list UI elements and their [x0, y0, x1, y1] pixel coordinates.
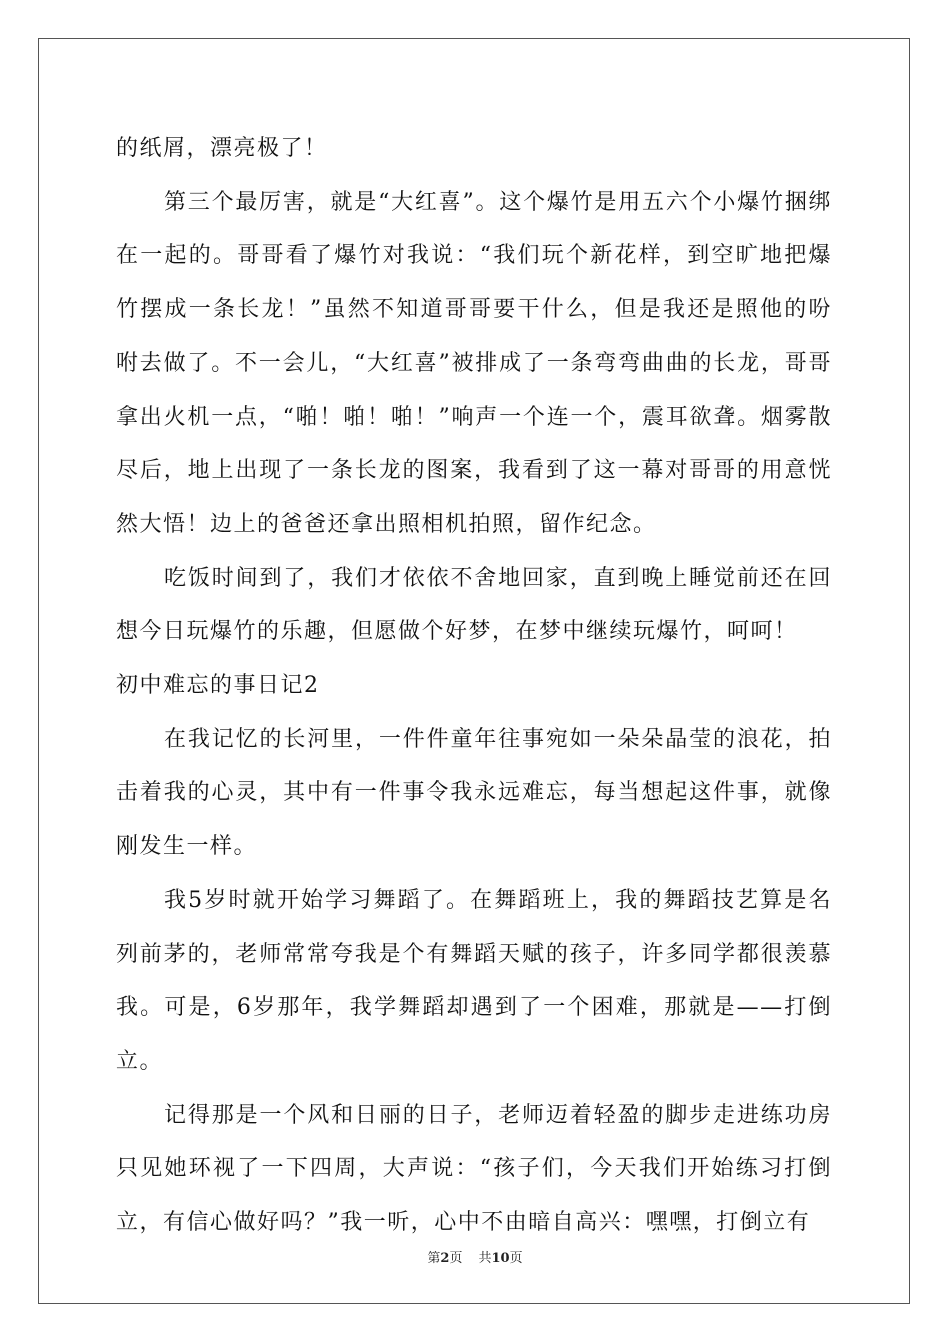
page-current: 2	[440, 1251, 450, 1266]
paragraph: 第三个最厉害，就是“大红喜”。这个爆竹是用五六个小爆竹捆绑在一起的。哥哥看了爆竹对我说：“我们玩个新花样，到空旷地把爆竹摆成一条长龙！”虽然不知道哥哥要干什么，但是我还是照他的吩咐去做了。不一会儿，“大红喜”被排成了一条弯弯曲曲的长龙，哥哥拿出火机一点，“啪！啪！啪！”响声一个连一个，震耳欲聋。烟雾散尽后，地上出现了一条长龙的图案，我看到了这一幕对哥哥的用意恍然大悟！边上的爸爸还拿出照相机拍照，留作纪念。	[116, 189, 832, 537]
paragraph-continuation: 的纸屑，漂亮极了！	[116, 136, 328, 161]
page-total: 10	[491, 1251, 510, 1266]
page-suffix: 页	[449, 1251, 463, 1266]
section-heading: 初中难忘的事日记2	[116, 673, 320, 699]
paragraph: 我5岁时就开始学习舞蹈了。在舞蹈班上，我的舞蹈技艺算是名列前茅的，老师常常夸我是个有舞蹈天赋的孩子，许多同学都很羡慕我。可是，6岁那年，我学舞蹈却遇到了一个困难，那就是——打倒立。	[116, 887, 832, 1074]
paragraph: 记得那是一个风和日丽的日子，老师迈着轻盈的脚步走进练功房只见她环视了一下四周，大声说：“孩子们，今天我们开始练习打倒立，有信心做好吗？”我一听，心中不由暗自高兴：嘿嘿，打倒立有	[116, 1102, 832, 1236]
page-prefix: 第	[427, 1251, 441, 1266]
total-suffix: 页	[509, 1251, 523, 1266]
total-prefix: 共	[478, 1251, 492, 1266]
paragraph: 吃饭时间到了，我们才依依不舍地回家，直到晚上睡觉前还在回想今日玩爆竹的乐趣，但愿做个好梦，在梦中继续玩爆竹，呵呵！	[116, 565, 832, 645]
page-footer	[0, 1247, 950, 1266]
document-body	[116, 122, 832, 1250]
paragraph: 在我记忆的长河里，一件件童年往事宛如一朵朵晶莹的浪花，拍击着我的心灵，其中有一件事令我永远难忘，每当想起这件事，就像刚发生一样。	[116, 726, 832, 860]
